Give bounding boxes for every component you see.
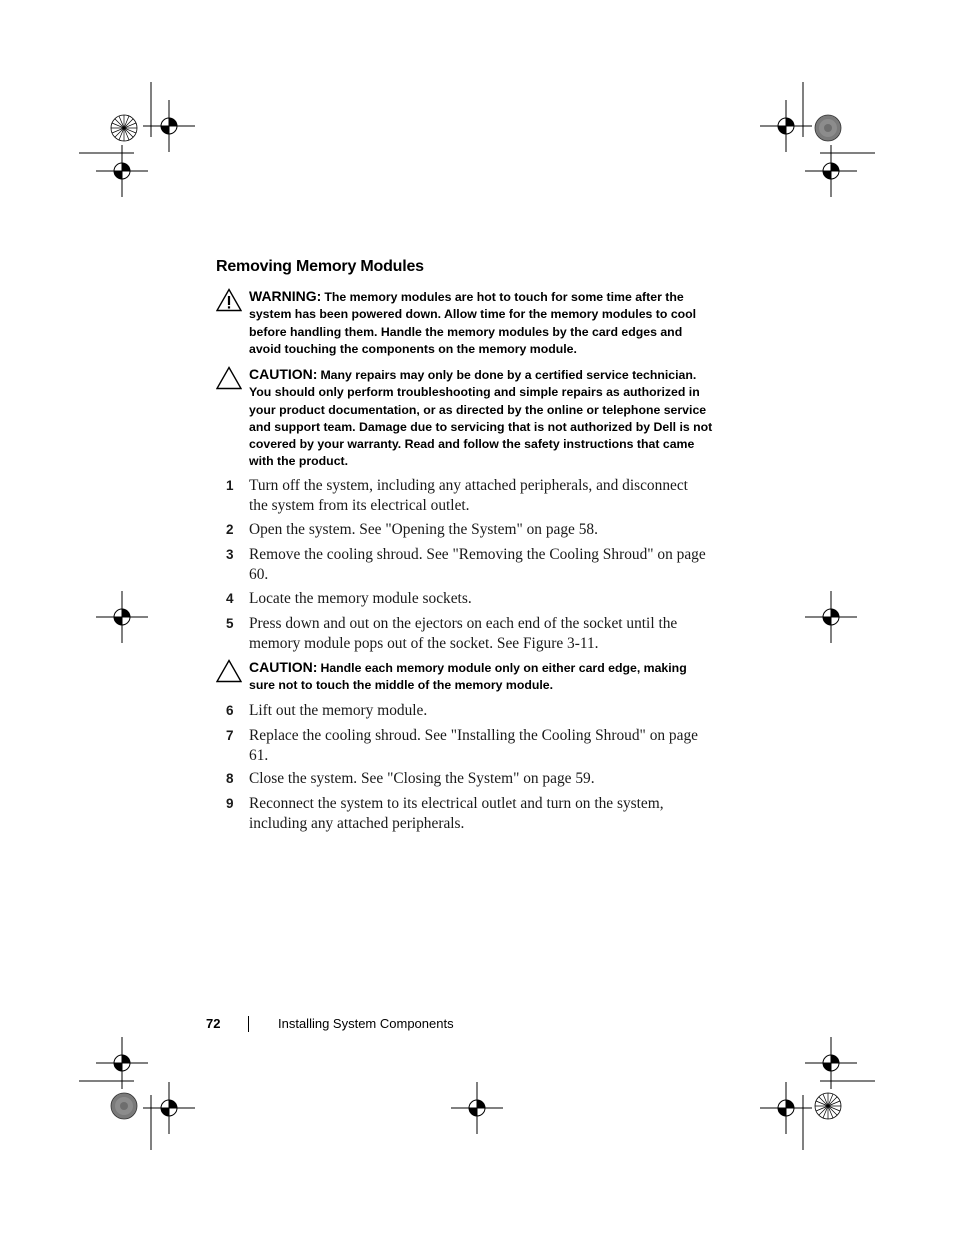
caution-triangle-icon — [216, 366, 242, 390]
step-item — [216, 701, 706, 721]
caution-notice — [216, 366, 716, 471]
step-text: Locate the memory module sockets. — [249, 590, 472, 607]
step-text: Replace the cooling shroud. See "Installing the Cooling Shroud" on page 61. — [249, 727, 698, 764]
warning-triangle-icon — [216, 288, 242, 312]
caution-body — [249, 659, 716, 695]
caution-label: CAUTION: — [249, 366, 318, 382]
step-text: Remove the cooling shroud. See "Removing the Cooling Shroud" on page 60. — [249, 546, 706, 583]
step-number: 7 — [226, 728, 234, 743]
caution-text: Many repairs may only be done by a certified service technician. You should only perform troubleshooting and simple repairs as authorized in your product documentation, or as directed by the online or telephone service and support team. Damage due to servicing that is not authorized by Dell is not covered by your warranty. Read and follow the safety instructions that came with the product. — [249, 368, 713, 469]
step-item — [216, 545, 706, 584]
step-number: 3 — [226, 547, 234, 562]
step-text: Reconnect the system to its electrical outlet and turn on the system, including any attached peripherals. — [249, 795, 664, 832]
step-text: Lift out the memory module. — [249, 702, 428, 719]
warning-notice — [216, 288, 716, 358]
step-item — [216, 769, 706, 789]
page-number: 72 — [206, 1016, 221, 1031]
footer-separator — [248, 1016, 249, 1032]
step-text: Turn off the system, including any attached peripherals, and disconnect the system from its electrical outlet. — [249, 477, 688, 514]
step-text: Open the system. See "Opening the System" on page 58. — [249, 521, 598, 538]
step-number: 1 — [226, 478, 234, 493]
step-number: 9 — [226, 796, 234, 811]
caution-notice — [216, 659, 716, 695]
section-title: Removing Memory Modules — [216, 258, 424, 275]
step-number: 4 — [226, 591, 234, 606]
step-item — [216, 726, 706, 765]
caution-body — [249, 366, 716, 471]
chapter-title: Installing System Components — [278, 1016, 454, 1031]
warning-body — [249, 288, 716, 358]
step-number: 5 — [226, 616, 234, 631]
step-text: Close the system. See "Closing the System" on page 59. — [249, 770, 595, 787]
warning-label: WARNING: — [249, 288, 322, 304]
step-number: 8 — [226, 771, 234, 786]
step-item — [216, 520, 706, 540]
warning-text: The memory modules are hot to touch for some time after the system has been powered down. Allow time for the memory modules to cool before handling them. Handle the memory modules by the card edges and avoid touching the components on the memory module. — [249, 290, 697, 356]
step-item — [216, 794, 706, 833]
step-number: 6 — [226, 703, 234, 718]
step-number: 2 — [226, 522, 234, 537]
caution-triangle-icon — [216, 659, 242, 683]
step-item — [216, 589, 706, 609]
caution-text: Handle each memory module only on either card edge, making sure not to touch the middle of the memory module. — [249, 661, 687, 693]
caution-label: CAUTION: — [249, 659, 318, 675]
step-text: Press down and out on the ejectors on each end of the socket until the memory module pops out of the socket. See Figure 3-11. — [249, 615, 678, 652]
step-item — [216, 614, 706, 653]
step-item — [216, 476, 706, 515]
